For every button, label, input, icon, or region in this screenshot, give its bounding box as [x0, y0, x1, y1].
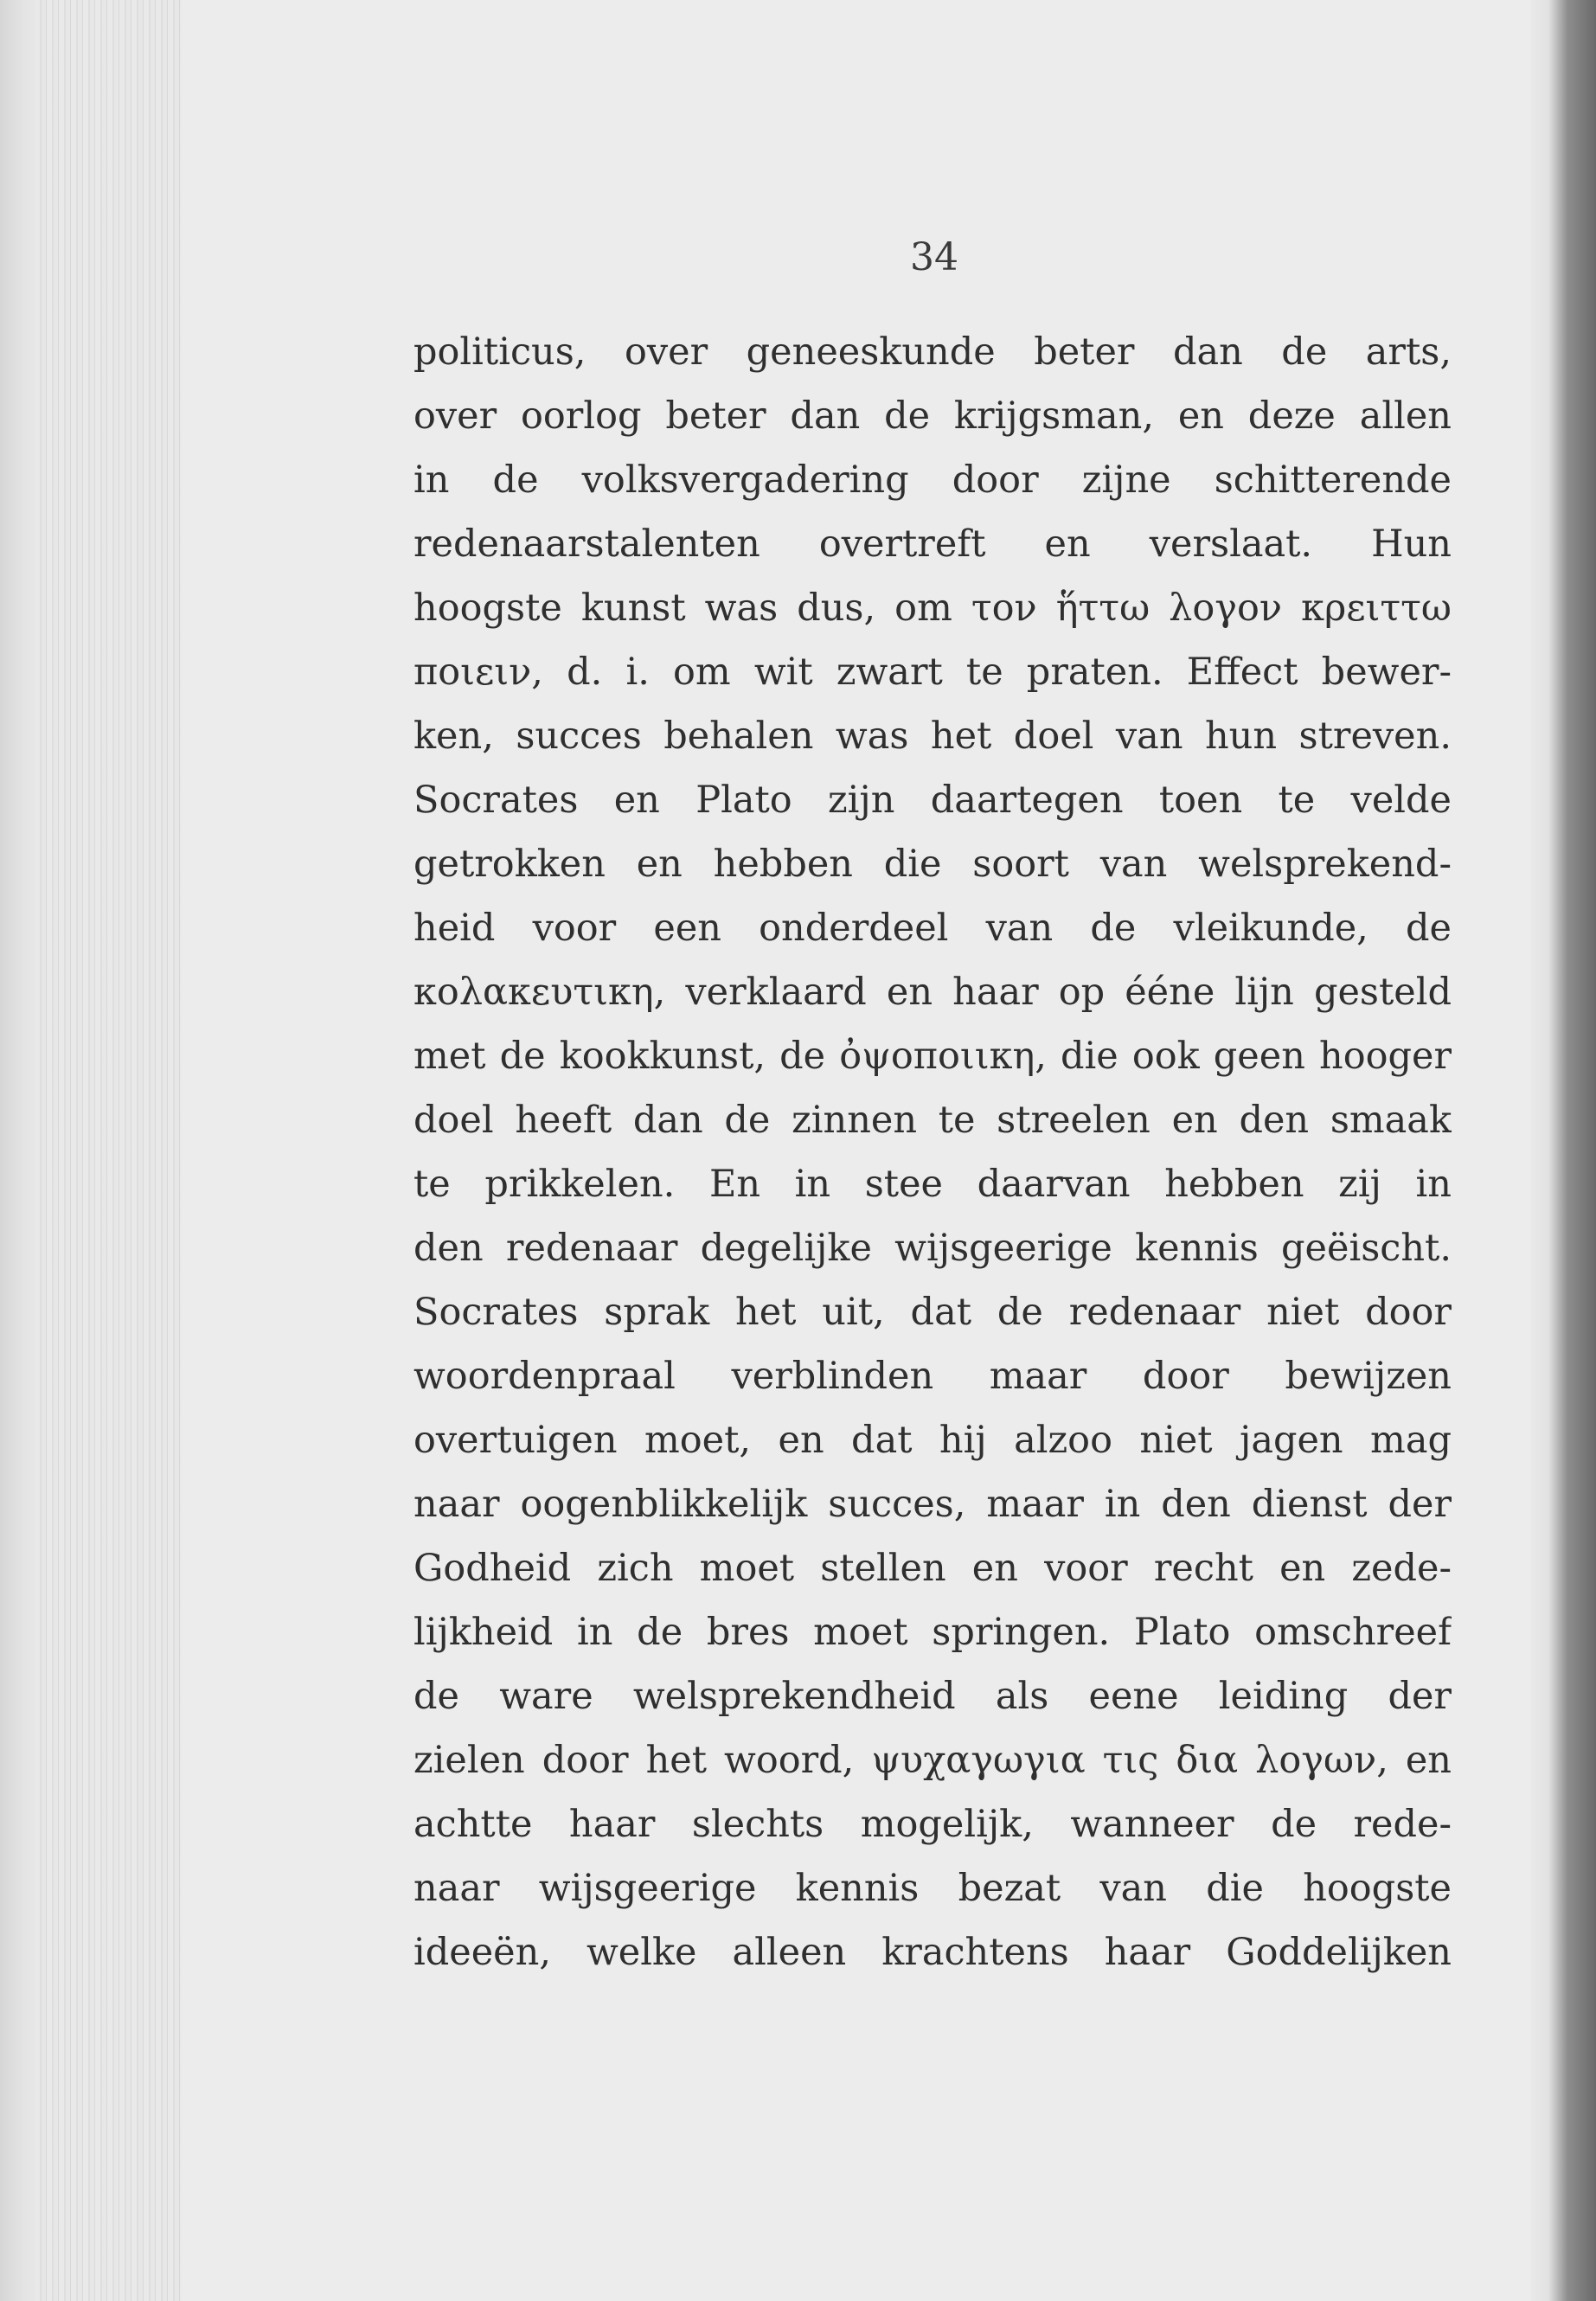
- text-line: zielen door het woord, ψυχαγωγια τις δια λογων, en: [413, 1739, 1452, 1782]
- text-line: met de kookkunst, de ὀψοποιικη, die ook geen hooger: [413, 1035, 1452, 1078]
- text-line: Godheid zich moet stellen en voor recht en zede-: [413, 1547, 1452, 1590]
- page-number: 34: [910, 235, 958, 279]
- text-line: naar oogenblikkelijk succes, maar in den dienst der: [413, 1483, 1452, 1526]
- body-text: [413, 320, 1452, 1984]
- text-line: ken, succes behalen was het doel van hun streven.: [413, 715, 1452, 758]
- text-line: achtte haar slechts mogelijk, wanneer de rede-: [413, 1803, 1452, 1846]
- text-line: ποιειν, d. i. om wit zwart te praten. Effect bewer-: [413, 651, 1452, 694]
- text-line: naar wijsgeerige kennis bezat van die hoogste: [413, 1867, 1452, 1910]
- text-line: Socrates en Plato zijn daartegen toen te velde: [413, 779, 1452, 822]
- text-line: politicus, over geneeskunde beter dan de arts,: [413, 330, 1452, 374]
- text-line: hoogste kunst was dus, om τον ἥττω λογον κρειττω: [413, 586, 1452, 630]
- text-line: heid voor een onderdeel van de vleikunde, de: [413, 907, 1452, 950]
- text-line: lijkheid in de bres moet springen. Plato omschreef: [413, 1611, 1452, 1654]
- text-line: woordenpraal verblinden maar door bewijzen: [413, 1355, 1452, 1398]
- text-line: ideeën, welke alleen krachtens haar Goddelijken: [413, 1931, 1452, 1974]
- text-line: over oorlog beter dan de krijgsman, en deze allen: [413, 394, 1452, 438]
- text-line: getrokken en hebben die soort van welsprekend-: [413, 843, 1452, 886]
- book-page-edges: [35, 0, 182, 2301]
- text-line: den redenaar degelijke wijsgeerige kennis geëischt.: [413, 1227, 1452, 1270]
- text-line: κολακευτικη, verklaard en haar op ééne lijn gesteld: [413, 971, 1452, 1014]
- text-line: Socrates sprak het uit, dat de redenaar niet door: [413, 1291, 1452, 1334]
- text-line: doel heeft dan de zinnen te streelen en den smaak: [413, 1099, 1452, 1142]
- text-line: in de volksvergadering door zijne schitterende: [413, 458, 1452, 502]
- text-line: de ware welsprekendheid als eene leiding der: [413, 1675, 1452, 1718]
- text-line: redenaarstalenten overtreft en verslaat. Hun: [413, 522, 1452, 566]
- text-line: overtuigen moet, en dat hij alzoo niet jagen mag: [413, 1419, 1452, 1462]
- text-line: te prikkelen. En in stee daarvan hebben zij in: [413, 1163, 1452, 1206]
